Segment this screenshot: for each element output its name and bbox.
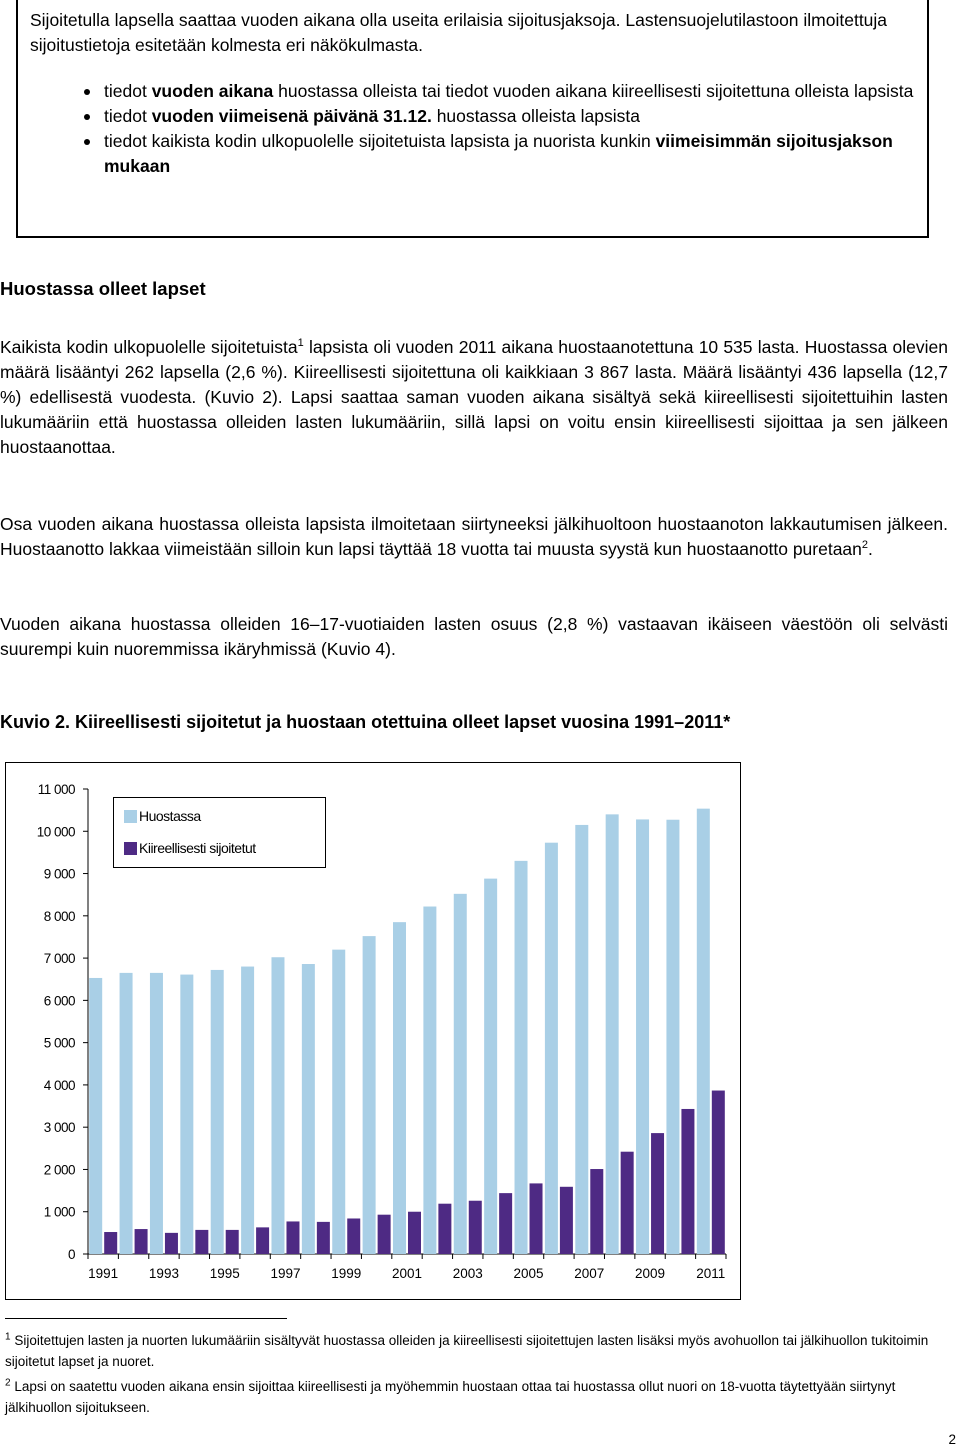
- x-tick-label: 1995: [209, 1266, 240, 1281]
- paragraph-3: Vuoden aikana huostassa olleiden 16–17-vuotiaiden lasten osuus (2,8 %) vastaavan ikäiseen väestöön oli selvästi suurempi kuin nuoremmissa ikäryhmissä (Kuvio 4).: [0, 614, 948, 659]
- y-tick-label: 0: [67, 1247, 75, 1262]
- legend-label: Kiireellisesti sijoitetut: [139, 840, 256, 856]
- bar-huostassa: [545, 843, 558, 1254]
- x-tick-label: 1999: [331, 1266, 362, 1281]
- bar-huostassa: [241, 967, 254, 1254]
- footnote-1: $^1$ Sijoitettujen lasten ja nuorten lukumääriin sisältyvät huostassa olleiden ja kiireellisesti sijoitettujen lasten lisäksi myös avohuollon tai jälkihuollon tukitoimin sijoitetut lapset ja nuoret.: [5, 1331, 929, 1369]
- y-tick-label: 4 000: [43, 1077, 75, 1093]
- y-tick-label: 2 000: [43, 1162, 75, 1178]
- bar-kiireellisesti: [286, 1221, 299, 1254]
- bar-kiireellisesti: [226, 1230, 239, 1254]
- bar-huostassa: [484, 879, 497, 1254]
- legend-swatch: [124, 810, 137, 823]
- bullet-dot-icon: [84, 114, 90, 120]
- legend-swatch: [124, 842, 137, 855]
- bar-kiireellisesti: [195, 1230, 208, 1254]
- bar-kiireellisesti: [560, 1187, 573, 1254]
- bar-huostassa: [120, 973, 133, 1254]
- footnote-ref-2[interactable]: 2: [861, 539, 869, 552]
- info-intro: Sijoitetulla lapsella saattaa vuoden aikana olla useita erilaisia sijoitusjaksoja. Lastensuojelutilastoon ilmoitettuja sijoitustietoja esitetään kolmesta eri näkökulmasta.: [30, 10, 888, 55]
- bar-huostassa: [697, 809, 710, 1254]
- bar-kiireellisesti: [712, 1091, 725, 1254]
- y-tick-label: 6 000: [43, 993, 75, 1009]
- bar-kiireellisesti: [499, 1193, 512, 1254]
- bar-kiireellisesti: [135, 1229, 148, 1254]
- bar-kiireellisesti: [530, 1183, 543, 1254]
- y-tick-label: 5 000: [43, 1035, 75, 1051]
- legend-item-huostassa: [124, 808, 201, 824]
- y-tick-label: 10 000: [36, 824, 75, 840]
- chart-legend: [113, 797, 326, 868]
- bar-huostassa: [363, 936, 376, 1254]
- x-tick-label: 2011: [696, 1266, 726, 1281]
- bar-kiireellisesti: [621, 1152, 634, 1254]
- y-tick-label: 11 000: [37, 782, 75, 797]
- bar-kiireellisesti: [408, 1212, 421, 1254]
- bar-kiireellisesti: [681, 1109, 694, 1254]
- legend-item-kiireellisesti: [124, 840, 256, 856]
- page-number: 2: [948, 1432, 956, 1447]
- bullet-dot-icon: [84, 89, 90, 95]
- footnote-ref-1[interactable]: 1: [297, 337, 304, 350]
- bar-kiireellisesti: [651, 1133, 664, 1254]
- bar-huostassa: [271, 957, 284, 1254]
- bar-huostassa: [89, 978, 102, 1254]
- x-tick-label: 2001: [391, 1266, 423, 1281]
- bar-huostassa: [180, 975, 193, 1254]
- y-tick-label: 3 000: [43, 1120, 75, 1136]
- y-tick-label: 8 000: [43, 908, 75, 924]
- bar-huostassa: [150, 973, 163, 1254]
- paragraph-2: Osa vuoden aikana huostassa olleista lapsista ilmoitetaan siirtyneeksi jälkihuoltoon huostaanoton lakkautumisen jälkeen. Huostaanotto lakkaa viimeistään silloin kun lapsi täyttää 18 vuotta tai muusta syystä kun huostaanotto puretaan$^2$.: [0, 514, 948, 559]
- bar-huostassa: [575, 825, 588, 1254]
- bar-kiireellisesti: [438, 1204, 451, 1254]
- bar-huostassa: [454, 894, 467, 1254]
- bar-huostassa: [515, 861, 528, 1254]
- y-tick-label: 9 000: [43, 866, 75, 882]
- info-box: [16, 0, 929, 238]
- bar-huostassa: [423, 907, 436, 1254]
- y-tick-label: 1 000: [43, 1204, 75, 1220]
- bullet-dot-icon: [84, 139, 90, 145]
- bar-huostassa: [636, 819, 649, 1254]
- figure-caption: Kuvio 2. Kiireellisesti sijoitetut ja huostaan otettuina olleet lapset vuosina 1991–2011*: [0, 712, 731, 732]
- paragraph-1: Kaikista kodin ulkopuolelle sijoitetuista$^1$ lapsista oli vuoden 2011 aikana huostaanotettuna 10 535 lasta. Huostassa olevien määrä lisääntyi 262 lapsella (2,6 %). Kiireellisesti sijoitettuna oli kaikkiaan 3 867 lasta. Määrä lisääntyi 436 lapsella (12,7 %) edellisestä vuodesta. (Kuvio 2). Lapsi saattaa saman vuoden aikana sisältyä sekä kiireellisesti sijoitettuihin lasten lukumääriin että huostassa olleiden lasten lukumääriin, sillä lapsi on voitu ensin kiireellisesti sijoittaa ja sen jälkeen huostaanottaa.: [0, 337, 949, 457]
- info-bullet-list: [30, 79, 917, 179]
- info-bullet-1: tiedot vuoden aikana huostassa olleista tai tiedot vuoden aikana kiireellisesti sijoitettuna olleista lapsista: [30, 79, 917, 104]
- x-tick-label: 1993: [148, 1266, 179, 1281]
- section-heading: Huostassa olleet lapset: [0, 278, 206, 299]
- info-bullet-3: tiedot kaikista kodin ulkopuolelle sijoitetuista lapsista ja nuorista kunkin viimeisimmän sijoitusjakson mukaan: [30, 129, 917, 179]
- y-tick-label: 7 000: [43, 951, 75, 967]
- legend-label: Huostassa: [139, 808, 201, 824]
- bar-kiireellisesti: [165, 1233, 178, 1254]
- footnote-divider: [5, 1318, 287, 1319]
- bar-kiireellisesti: [469, 1201, 482, 1254]
- bar-kiireellisesti: [378, 1215, 391, 1254]
- x-tick-label: 2009: [635, 1266, 666, 1281]
- bar-huostassa: [302, 964, 315, 1254]
- bar-huostassa: [393, 922, 406, 1254]
- bar-huostassa: [666, 820, 679, 1254]
- bar-huostassa: [332, 950, 345, 1254]
- x-tick-label: 2007: [574, 1266, 605, 1281]
- x-tick-label: 2003: [452, 1266, 483, 1281]
- bar-kiireellisesti: [347, 1218, 360, 1254]
- bar-kiireellisesti: [590, 1169, 603, 1254]
- footnote-2: $^2$ Lapsi on saatettu vuoden aikana ensin sijoittaa kiireellisesti ja myöhemmin huostaan ottaa tai huostassa ollut nuori on 18-vuotta täytettyään siirtynyt jälkihuollon sijoitukseen.: [5, 1377, 896, 1415]
- x-tick-label: 1997: [270, 1266, 301, 1281]
- info-bullet-2: tiedot vuoden viimeisenä päivänä 31.12. huostassa olleista lapsista: [30, 104, 917, 129]
- bar-huostassa: [211, 970, 224, 1254]
- bar-kiireellisesti: [104, 1232, 117, 1254]
- x-tick-label: 2005: [513, 1266, 544, 1281]
- footnotes: [5, 1330, 945, 1422]
- bar-kiireellisesti: [256, 1227, 269, 1254]
- bar-kiireellisesti: [317, 1222, 330, 1254]
- x-tick-label: 1991: [88, 1266, 119, 1281]
- bar-huostassa: [606, 814, 619, 1254]
